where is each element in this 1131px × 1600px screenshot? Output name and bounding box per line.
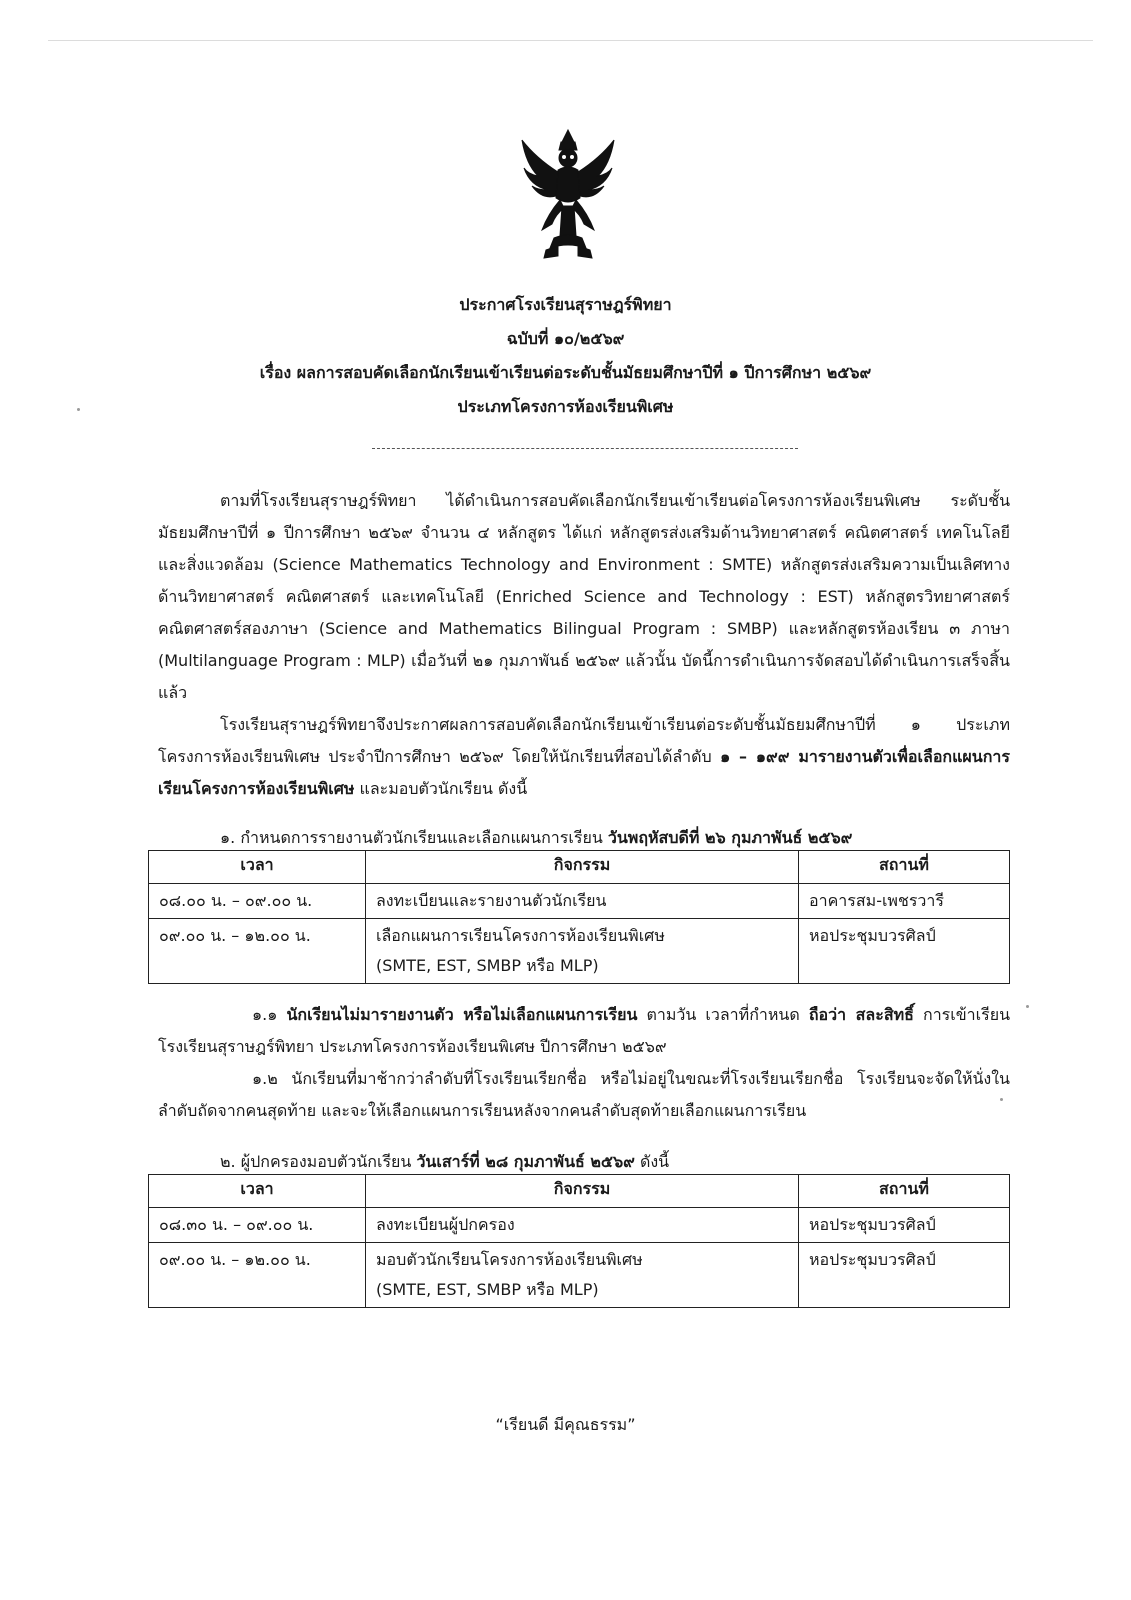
- activity-line: มอบตัวนักเรียนโครงการห้องเรียนพิเศษ: [376, 1250, 643, 1269]
- note-1-rest: การเข้าเรียนโรงเรียนสุราษฎร์พิทยา ประเภทโครงการห้องเรียนพิเศษ ปีการศึกษา ๒๕๖๙: [158, 1005, 1011, 1056]
- header-place: สถานที่: [799, 1175, 1010, 1208]
- note-1-number: ๑.๑: [252, 1005, 278, 1024]
- section2-schedule-table: [148, 1174, 1010, 1308]
- header-divider: [372, 448, 798, 449]
- cell-time: ๐๘.๐๐ น. – ๐๙.๐๐ น.: [149, 884, 366, 919]
- announcement-number: ฉบับที่ ๑๐/๒๕๖๙: [506, 329, 625, 348]
- note-2: ๑.๒ นักเรียนที่มาช้ากว่าลำดับที่โรงเรียนเรียกชื่อ หรือไม่อยู่ในขณะที่โรงเรียนเรียกชื่อ โรงเรียนจะจัดให้นั่งในลำดับถัดจากคนสุดท้าย และจะให้เลือกแผนการเรียนหลังจากคนลำดับสุดท้ายเลือกแผนการเรียน: [158, 1069, 1010, 1120]
- cell-place: หอประชุมบวรศิลป์: [799, 1243, 1010, 1308]
- table-row: [149, 884, 1010, 919]
- cell-activity: [366, 919, 799, 984]
- cell-place: อาคารสม-เพชรวารี: [799, 884, 1010, 919]
- note-1: [158, 999, 1010, 1063]
- header-activity: กิจกรรม: [366, 851, 799, 884]
- cell-time: ๐๘.๓๐ น. – ๐๙.๐๐ น.: [149, 1208, 366, 1243]
- table-row: [149, 1243, 1010, 1308]
- table-header-row: [149, 1175, 1010, 1208]
- school-motto: “เรียนดี มีคุณธรรม”: [495, 1415, 636, 1434]
- header-time: เวลา: [149, 851, 366, 884]
- announcement-subject: เรื่อง ผลการสอบคัดเลือกนักเรียนเข้าเรียนต่อระดับชั้นมัธยมศึกษาปีที่ ๑ ปีการศึกษา ๒๕๖๙: [259, 363, 872, 382]
- cell-time: ๐๙.๐๐ น. – ๑๒.๐๐ น.: [149, 919, 366, 984]
- table-row: [149, 919, 1010, 984]
- section2-title: [220, 1150, 669, 1175]
- note-1-bold: นักเรียนไม่มารายงานตัว หรือไม่เลือกแผนการเรียน: [286, 1005, 638, 1024]
- scan-edge-line: [48, 40, 1093, 41]
- intro-paragraph: ตามที่โรงเรียนสุราษฎร์พิทยา ได้ดำเนินการสอบคัดเลือกนักเรียนเข้าเรียนต่อโครงการห้องเรียนพิเศษ ระดับชั้นมัธยมศึกษาปีที่ ๑ ปีการศึกษา ๒๕๖๙ จำนวน ๔ หลักสูตร ได้แก่ หลักสูตรส่งเสริมด้านวิทยาศาสตร์ คณิตศาสตร์ เทคโนโลยี และสิ่งแวดล้อม (Science Mathematics Technology and Environment : SMTE) หลักสูตรส่งเสริมความเป็นเลิศทางด้านวิทยาศาสตร์ คณิตศาสตร์ และเทคโนโลยี (Enriched Science and Technology : EST) หลักสูตรวิทยาศาสตร์ คณิตศาสตร์สองภาษา (Science and Mathematics Bilingual Program : SMBP) และหลักสูตรห้องเรียน ๓ ภาษา (Multilanguage Program : MLP) เมื่อวันที่ ๒๑ กุมภาพันธ์ ๒๕๖๙ แล้วนั้น บัดนี้การดำเนินการจัดสอบได้ดำเนินการเสร็จสิ้นแล้ว: [158, 491, 1010, 702]
- garuda-emblem-icon: [518, 128, 618, 260]
- header-place: สถานที่: [799, 851, 1010, 884]
- section1-schedule-table: [148, 850, 1010, 984]
- activity-line: ลงทะเบียนผู้ปกครอง: [376, 1215, 515, 1234]
- result-paragraph: [158, 709, 1010, 805]
- activity-line-2: (SMTE, EST, SMBP หรือ MLP): [376, 956, 599, 975]
- section1-heading: ๑. กำหนดการรายงานตัวนักเรียนและเลือกแผนการเรียน: [220, 828, 603, 847]
- cell-activity: [366, 1208, 799, 1243]
- activity-line: ลงทะเบียนและรายงานตัวนักเรียน: [376, 891, 607, 910]
- scan-speck: [1026, 1005, 1029, 1008]
- cell-activity: [366, 1243, 799, 1308]
- announcement-title: ประกาศโรงเรียนสุราษฎร์พิทยา: [459, 295, 672, 314]
- announcement-category: ประเภทโครงการห้องเรียนพิเศษ: [457, 397, 674, 416]
- note-1-bold-2: ถือว่า สละสิทธิ์: [808, 1005, 914, 1024]
- activity-line: เลือกแผนการเรียนโครงการห้องเรียนพิเศษ: [376, 926, 665, 945]
- result-tail: และมอบตัวนักเรียน ดังนี้: [359, 779, 528, 798]
- result-text: โรงเรียนสุราษฎร์พิทยาจึงประกาศผลการสอบคัดเลือกนักเรียนเข้าเรียนต่อระดับชั้นมัธยมศึกษาปีที่ ๑ ประเภทโครงการห้องเรียนพิเศษ ประจำปีการศึกษา ๒๕๖๙ โดยให้นักเรียนที่สอบได้ลำดับ: [158, 715, 1010, 766]
- section2-heading: ๒. ผู้ปกครองมอบตัวนักเรียน: [220, 1152, 412, 1171]
- cell-place: หอประชุมบวรศิลป์: [799, 919, 1010, 984]
- result-bold-range: ๑ – ๑๙๙ มารายงานตัวเพื่อเลือกแผนการเรียนโครงการห้องเรียนพิเศษ: [158, 747, 1011, 798]
- table-row: [149, 1208, 1010, 1243]
- section2-suffix: ดังนี้: [639, 1152, 670, 1171]
- activity-line-2: (SMTE, EST, SMBP หรือ MLP): [376, 1280, 599, 1299]
- cell-activity: [366, 884, 799, 919]
- table-header-row: [149, 851, 1010, 884]
- note-1-mid: ตามวัน เวลาที่กำหนด: [646, 1005, 800, 1024]
- cell-place: หอประชุมบวรศิลป์: [799, 1208, 1010, 1243]
- section1-title: [220, 826, 852, 851]
- section1-date: วันพฤหัสบดีที่ ๒๖ กุมภาพันธ์ ๒๕๖๙: [607, 828, 853, 847]
- section2-date: วันเสาร์ที่ ๒๘ กุมภาพันธ์ ๒๕๖๙: [416, 1152, 635, 1171]
- header-time: เวลา: [149, 1175, 366, 1208]
- header-activity: กิจกรรม: [366, 1175, 799, 1208]
- announcement-header: [0, 288, 1131, 424]
- cell-time: ๐๙.๐๐ น. – ๑๒.๐๐ น.: [149, 1243, 366, 1308]
